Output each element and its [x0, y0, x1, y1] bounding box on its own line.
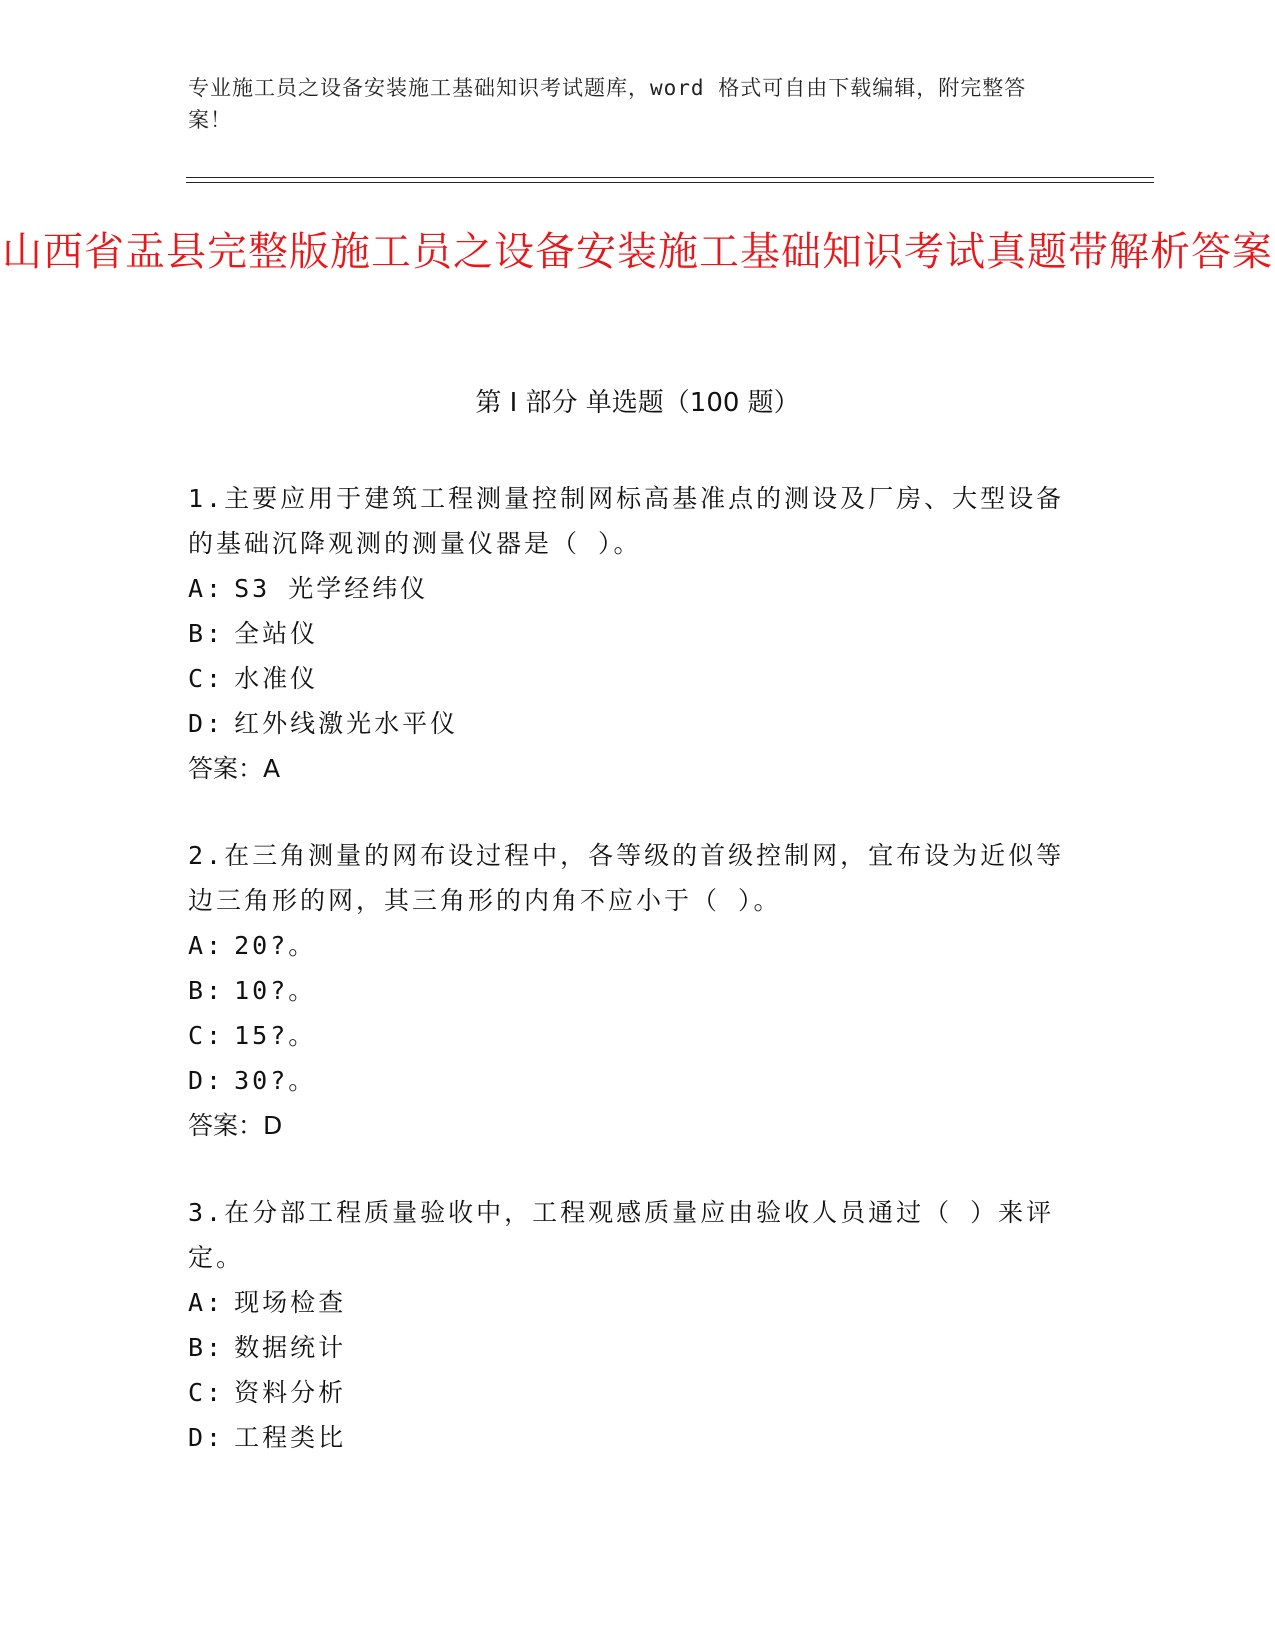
option-c [188, 1013, 1068, 1058]
option-d [188, 701, 1068, 746]
question-item [188, 476, 1068, 791]
answer-label: 答案： [188, 1111, 264, 1140]
option-text: 红外线激光水平仪 [234, 709, 459, 738]
header-divider-bottom [186, 182, 1154, 183]
option-text: 15?。 [234, 1021, 317, 1050]
option-text: 全站仪 [234, 619, 319, 648]
option-b [188, 611, 1068, 656]
option-a [188, 566, 1068, 611]
option-text: 30?。 [234, 1066, 317, 1095]
answer-line [188, 1103, 1068, 1148]
option-text: 水准仪 [234, 664, 319, 693]
question-item [188, 1190, 1068, 1460]
option-b [188, 1325, 1068, 1370]
option-a [188, 923, 1068, 968]
header-note: 专业施工员之设备安装施工基础知识考试题库，word 格式可自由下载编辑，附完整答案！ [188, 76, 1027, 132]
option-text: 现场检查 [234, 1288, 347, 1317]
option-c [188, 1370, 1068, 1415]
option-text: 工程类比 [234, 1423, 347, 1452]
option-d [188, 1415, 1068, 1460]
option-text: 数据统计 [234, 1333, 347, 1362]
option-key: D: [188, 709, 225, 738]
question-stem: 2.在三角测量的网布设过程中，各等级的首级控制网，宜布设为近似等边三角形的网，其三角形的内角不应小于（ ）。 [188, 841, 1065, 915]
option-key: C: [188, 1378, 225, 1407]
option-d [188, 1058, 1068, 1103]
document-title: 山西省盂县完整版施工员之设备安装施工基础知识考试真题带解析答案 [2, 229, 1273, 275]
option-a [188, 1280, 1068, 1325]
question-item [188, 833, 1068, 1148]
section-heading: 第 I 部分 单选题（100 题） [475, 388, 800, 418]
option-text: 10?。 [234, 976, 317, 1005]
option-key: C: [188, 1021, 225, 1050]
option-key: A: [188, 1288, 225, 1317]
question-list [188, 476, 1068, 1502]
header-divider-top [186, 177, 1154, 178]
option-text: 资料分析 [234, 1378, 347, 1407]
answer-value: A [263, 754, 281, 783]
option-text: 20?。 [234, 931, 317, 960]
option-key: D: [188, 1423, 225, 1452]
answer-line [188, 746, 1068, 791]
option-b [188, 968, 1068, 1013]
question-stem: 3.在分部工程质量验收中，工程观感质量应由验收人员通过（ ）来评定。 [188, 1198, 1055, 1272]
option-key: B: [188, 976, 225, 1005]
option-key: B: [188, 619, 225, 648]
option-c [188, 656, 1068, 701]
option-key: D: [188, 1066, 225, 1095]
option-key: A: [188, 574, 225, 603]
answer-label: 答案： [188, 754, 264, 783]
answer-value: D [263, 1111, 283, 1140]
option-key: C: [188, 664, 225, 693]
option-key: A: [188, 931, 225, 960]
option-text: S3 光学经纬仪 [234, 574, 429, 603]
question-stem: 1.主要应用于建筑工程测量控制网标高基准点的测设及厂房、大型设备的基础沉降观测的测量仪器是（ ）。 [188, 484, 1065, 558]
option-key: B: [188, 1333, 225, 1362]
